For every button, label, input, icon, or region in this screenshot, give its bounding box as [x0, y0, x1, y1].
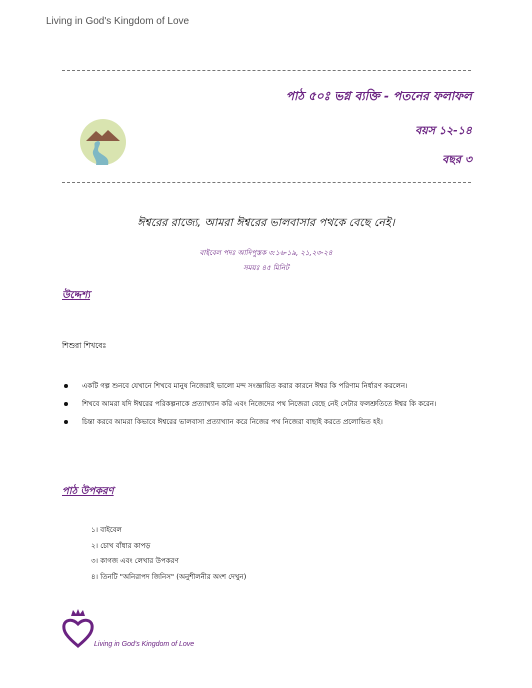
footer-text: Living in God's Kingdom of Love [94, 641, 195, 648]
bullet-icon [64, 402, 68, 406]
objective-text: শিখবে আমরা যদি ঈশ্বরের পরিকল্পনাকে প্রত্যাখ্যান করি এবং নিজেদের পথ নিজেরা বেছে নেই সেটার ফলশ্রুতিতে ঈশ্বর কি করেন। [82, 400, 437, 408]
bullet-icon [64, 384, 68, 388]
objective-text: একটি গল্প শুনবে যেখানে শিখবে মানুষ নিজেরাই ভালো মন্দ সংজ্ঞায়িত করার কারনে ঈশ্বর কি পরিণাম নির্ধারণ করলেন। [82, 382, 408, 390]
lesson-year: বছর ৩ [442, 153, 472, 166]
lesson-duration: সময়ঃ ৪৫ মিনিট [243, 264, 289, 272]
bible-reference: বাইবেল পদঃ আদিপুস্তক ৩:১৬-১৯, ২১,২৩-২৪ [199, 249, 333, 257]
materials-heading: পাঠ উপকরণ [62, 486, 114, 497]
heart-icon [64, 620, 92, 646]
footer-logo [62, 606, 94, 648]
page-header: Living in God's Kingdom of Love [46, 16, 190, 27]
bullet-icon [64, 420, 68, 424]
objectives-list [62, 378, 480, 432]
crown-icon [71, 609, 85, 616]
list-item: ১। বাইবেল [91, 526, 122, 534]
top-divider [62, 70, 471, 71]
list-item: ২। চোখ বাঁধার কাপড় [91, 541, 151, 550]
materials-list [91, 523, 246, 585]
list-item [62, 378, 480, 394]
list-item: ৩। কাগজ এবং লেখার উপকরণ [91, 557, 179, 565]
objectives-heading: উদ্দেশ্য [62, 290, 91, 301]
bottom-divider [62, 182, 471, 183]
objectives-intro: শিশুরা শিখবেঃ [62, 341, 107, 350]
list-item: ৪। তিনটি "অনিরাপদ জিনিস" (অনুশীলনীর অংশ দেখুন) [91, 572, 247, 581]
lesson-title: পাঠ ৫০ঃ ভগ্ন ব্যক্তি - পতনের ফলাফল [285, 89, 472, 103]
age-range: বয়স ১২-১৪ [415, 124, 472, 137]
theme-statement: ঈশ্বরের রাজ্যে, আমরা ঈশ্বরের ভালবাসার পথকে বেছে নেই। [137, 216, 395, 229]
lesson-logo [80, 119, 126, 165]
list-item [62, 396, 480, 412]
list-item [62, 414, 480, 430]
objective-text: চিন্তা করবে আমরা কিভাবে ঈশ্বরের ভালবাসা প্রত্যাখ্যান করে নিজের পথ নিজেরা বাছাই করতে প্রলোভিত হই। [82, 418, 383, 426]
